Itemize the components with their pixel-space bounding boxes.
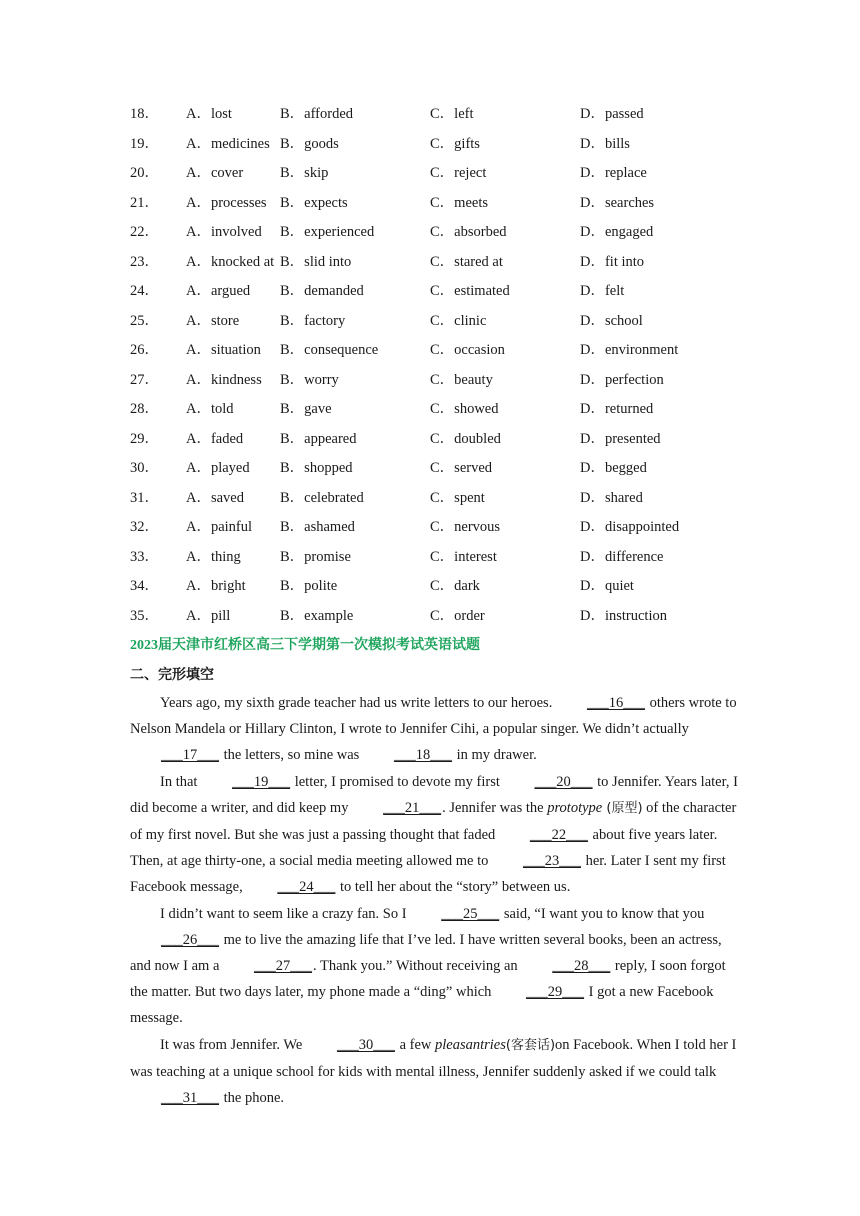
option-d: D．quiet xyxy=(580,578,634,594)
option-d: D．replace xyxy=(580,165,647,181)
option-a: A．kindness xyxy=(186,371,262,388)
option-c: C．occasion xyxy=(430,342,505,358)
question-number: 28． xyxy=(130,401,159,417)
question-number: 32． xyxy=(130,519,159,535)
option-d: D．bills xyxy=(580,135,630,152)
option-a: A．situation xyxy=(186,342,261,358)
question-number: 19． xyxy=(130,135,159,152)
option-b: B．expects xyxy=(280,194,348,211)
blank-16: ___16___ xyxy=(586,695,645,711)
question-number: 22． xyxy=(130,224,159,240)
question-row xyxy=(130,457,750,487)
option-b: B．consequence xyxy=(280,342,379,358)
question-number: 20． xyxy=(130,165,159,181)
option-d: D．environment xyxy=(580,342,679,358)
option-b: B．factory xyxy=(280,312,346,329)
cloze-passage xyxy=(130,690,740,1111)
question-row xyxy=(130,605,750,635)
paragraph-2 xyxy=(130,769,740,901)
text: of the character of my first novel. But she was just a passing thought that faded xyxy=(130,799,737,844)
option-a: A．told xyxy=(186,401,234,417)
option-b: B．shopped xyxy=(280,460,353,476)
text: I got a new Facebook message. xyxy=(130,984,714,1027)
question-number: 23． xyxy=(130,253,159,270)
text: in my drawer. xyxy=(452,747,537,764)
question-row xyxy=(130,369,750,399)
blank-20: ___20___ xyxy=(534,773,593,790)
text: me to live the amazing life that I’ve led. I have written several books, been an actress, and now I am a xyxy=(130,931,722,975)
paragraph-4 xyxy=(130,1032,740,1112)
option-c: C．clinic xyxy=(430,312,487,329)
question-number: 29． xyxy=(130,430,159,447)
option-d: D．shared xyxy=(580,489,643,506)
option-c: C．left xyxy=(430,106,474,122)
option-a: A．argued xyxy=(186,283,251,299)
option-d: D．disappointed xyxy=(580,519,680,535)
option-d: D．returned xyxy=(580,401,654,417)
question-row xyxy=(130,251,750,281)
text: about five years later. Then, at age thirty-one, a social media meeting allowed me to xyxy=(130,827,718,870)
question-number: 21． xyxy=(130,194,159,211)
question-row xyxy=(130,133,750,163)
question-row xyxy=(130,192,750,222)
option-d: D．presented xyxy=(580,430,661,447)
option-d: D．passed xyxy=(580,106,644,122)
text: on Facebook. When I told her I was teaching at a unique school for kids with mental illness, Jennifer suddenly asked if we could talk xyxy=(130,1036,737,1080)
text: to tell her about the “story” between us. xyxy=(336,879,571,896)
option-a: A．thing xyxy=(186,548,241,565)
option-c: C．order xyxy=(430,607,485,624)
question-row xyxy=(130,103,750,133)
option-d: D．begged xyxy=(580,460,647,476)
blank-30: ___30___ xyxy=(336,1036,395,1053)
blank-25: ___25___ xyxy=(441,905,500,922)
text: Years ago, my sixth grade teacher had us write letters to our heroes. xyxy=(160,695,556,711)
option-b: B．demanded xyxy=(280,283,364,299)
option-d: D．fit into xyxy=(580,253,645,270)
option-c: C．spent xyxy=(430,489,485,506)
option-b: B．worry xyxy=(280,371,339,388)
option-a: A．processes xyxy=(186,194,267,211)
text: . Thank you.” Without receiving an xyxy=(313,958,522,975)
question-row xyxy=(130,310,750,340)
option-b: B．goods xyxy=(280,135,339,152)
blank-24: ___24___ xyxy=(277,879,336,896)
section-heading: 二、完形填空 xyxy=(130,667,214,683)
option-b: B．afforded xyxy=(280,106,354,122)
option-c: C．nervous xyxy=(430,519,501,535)
question-row xyxy=(130,398,750,428)
question-row xyxy=(130,162,750,192)
italic-term: pleasantries xyxy=(435,1036,506,1053)
question-row xyxy=(130,516,750,546)
text: . Jennifer was the xyxy=(442,799,548,816)
option-c: C．interest xyxy=(430,548,497,565)
option-a: A．pill xyxy=(186,607,231,624)
blank-29: ___29___ xyxy=(526,984,585,1001)
option-b: B．promise xyxy=(280,548,351,565)
option-d: D．perfection xyxy=(580,371,664,388)
option-b: B．polite xyxy=(280,578,338,594)
question-row xyxy=(130,546,750,576)
option-c: C．beauty xyxy=(430,371,493,388)
option-b: B．ashamed xyxy=(280,519,355,535)
option-c: C．reject xyxy=(430,165,487,181)
option-d: D．difference xyxy=(580,548,664,565)
question-row xyxy=(130,487,750,517)
option-b: B．experienced xyxy=(280,224,375,240)
question-number: 25． xyxy=(130,312,159,329)
option-b: B．celebrated xyxy=(280,489,364,506)
option-c: C．served xyxy=(430,460,493,476)
blank-17: ___17___ xyxy=(161,747,219,764)
text: the phone. xyxy=(220,1090,285,1107)
option-a: A．involved xyxy=(186,224,262,240)
option-a: A．knocked at xyxy=(186,253,275,270)
question-number: 30． xyxy=(130,460,159,476)
option-d: D．felt xyxy=(580,283,625,299)
paragraph-1 xyxy=(130,690,740,769)
paragraph-3 xyxy=(130,901,740,1032)
option-b: B．skip xyxy=(280,165,329,181)
italic-term: prototype xyxy=(547,799,603,816)
option-c: C．meets xyxy=(430,194,488,211)
question-row xyxy=(130,339,750,369)
option-b: B．example xyxy=(280,607,354,624)
option-a: A．store xyxy=(186,312,240,329)
option-c: C．doubled xyxy=(430,430,501,447)
option-c: C．gifts xyxy=(430,135,480,152)
chinese-gloss: (原型) xyxy=(602,800,643,816)
blank-26: ___26___ xyxy=(161,931,219,948)
question-number: 26． xyxy=(130,342,159,358)
question-row xyxy=(130,575,750,605)
question-number: 27． xyxy=(130,371,159,388)
option-a: A．painful xyxy=(186,519,253,535)
option-a: A．cover xyxy=(186,165,244,181)
text: to Jennifer. Years later, I did become a writer, and did keep my xyxy=(130,773,738,816)
option-d: D．instruction xyxy=(580,607,667,624)
question-number: 34． xyxy=(130,578,159,594)
option-c: C．absorbed xyxy=(430,224,507,240)
blank-22: ___22___ xyxy=(529,827,588,844)
blank-23: ___23___ xyxy=(522,853,581,870)
question-row xyxy=(130,280,750,310)
option-a: A．saved xyxy=(186,489,244,506)
text: I didn’t want to seem like a crazy fan. So I xyxy=(160,905,411,922)
option-b: B．slid into xyxy=(280,253,352,270)
text: said, “I want you to know that you xyxy=(500,905,705,922)
blank-27: ___27___ xyxy=(254,958,313,975)
exam-title: 2023届天津市红桥区高三下学期第一次模拟考试英语试题 xyxy=(130,638,480,653)
text: letter, I promised to devote my first xyxy=(291,773,504,790)
question-row xyxy=(130,428,750,458)
text: reply, I soon forgot the matter. But two days later, my phone made a “ding” which xyxy=(130,958,726,1001)
option-b: B．gave xyxy=(280,401,332,417)
question-number: 33． xyxy=(130,548,159,565)
blank-28: ___28___ xyxy=(552,958,611,975)
blank-18: ___18___ xyxy=(393,747,452,764)
text: her. Later I sent my first Facebook message, xyxy=(130,853,726,896)
text: the letters, so mine was xyxy=(220,747,363,764)
option-d: D．searches xyxy=(580,194,655,211)
question-number: 24． xyxy=(130,283,159,299)
option-a: A．medicines xyxy=(186,135,270,152)
options-list xyxy=(130,103,750,634)
option-d: D．engaged xyxy=(580,224,654,240)
question-number: 18． xyxy=(130,106,159,122)
option-c: C．estimated xyxy=(430,283,510,299)
question-number: 31． xyxy=(130,489,159,506)
option-a: A．bright xyxy=(186,578,246,594)
option-d: D．school xyxy=(580,312,643,329)
blank-21: ___21___ xyxy=(383,799,442,816)
text: It was from Jennifer. We xyxy=(160,1036,306,1053)
blank-19: ___19___ xyxy=(232,773,291,790)
option-a: A．lost xyxy=(186,106,232,122)
option-c: C．showed xyxy=(430,401,499,417)
option-a: A．played xyxy=(186,460,250,476)
question-number: 35． xyxy=(130,607,159,624)
option-a: A．faded xyxy=(186,430,244,447)
text: others wrote to Nelson Mandela or Hillary Clinton, I wrote to Jennifer Cihi, a popular singer. We didn’t actually xyxy=(130,695,737,738)
text: In that xyxy=(160,773,202,790)
option-b: B．appeared xyxy=(280,430,357,447)
text: a few xyxy=(395,1036,435,1053)
blank-31: ___31___ xyxy=(161,1090,219,1107)
question-row xyxy=(130,221,750,251)
option-c: C．dark xyxy=(430,578,480,594)
chinese-gloss: (客套话) xyxy=(505,1037,556,1053)
option-c: C．stared at xyxy=(430,253,503,270)
